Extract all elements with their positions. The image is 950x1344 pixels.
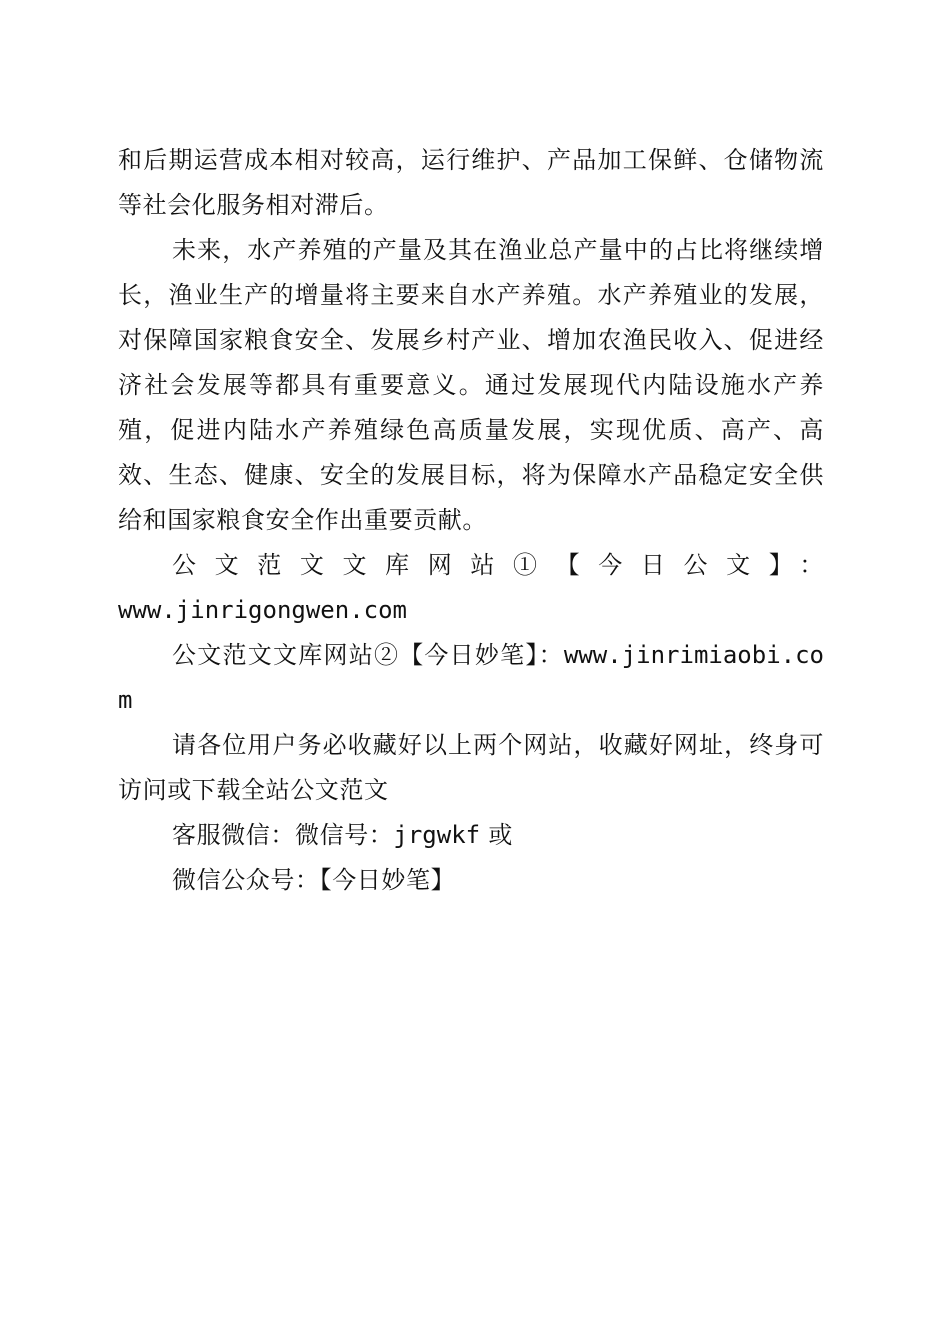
service-or: 或 bbox=[480, 821, 513, 849]
service-line bbox=[118, 813, 824, 858]
site2-url[interactable]: www.jinrimiaobi.com bbox=[118, 641, 824, 714]
site1-url-text[interactable]: www.jinrigongwen.com bbox=[118, 596, 407, 624]
site1-url[interactable] bbox=[118, 588, 824, 633]
notice-paragraph: 请各位用户务必收藏好以上两个网站，收藏好网址，终身可访问或下载全站公文范文 bbox=[118, 731, 824, 804]
service-id: jrgwkf bbox=[393, 821, 481, 849]
official-account-line: 微信公众号：【今日妙笔】 bbox=[172, 866, 456, 894]
service-label: 客服微信：微信号： bbox=[172, 821, 394, 849]
document-page bbox=[118, 138, 824, 903]
site2-line bbox=[118, 633, 824, 723]
site2-label: 公文范文文库网站②【今日妙笔】： bbox=[172, 641, 564, 669]
paragraph-2: 未来，水产养殖的产量及其在渔业总产量中的占比将继续增长，渔业生产的增量将主要来自水产养殖。水产养殖业的发展，对保障国家粮食安全、发展乡村产业、增加农渔民收入、促进经济社会发展等都具有重要意义。通过发展现代内陆设施水产养殖，促进内陆水产养殖绿色高质量发展，实现优质、高产、高效、生态、健康、安全的发展目标，将为保障水产品稳定安全供给和国家粮食安全作出重要贡献。 bbox=[118, 236, 824, 534]
paragraph-1: 和后期运营成本相对较高，运行维护、产品加工保鲜、仓储物流等社会化服务相对滞后。 bbox=[118, 146, 824, 219]
site1-label: 公文范文文库网站①【今日公文】： bbox=[172, 551, 824, 579]
